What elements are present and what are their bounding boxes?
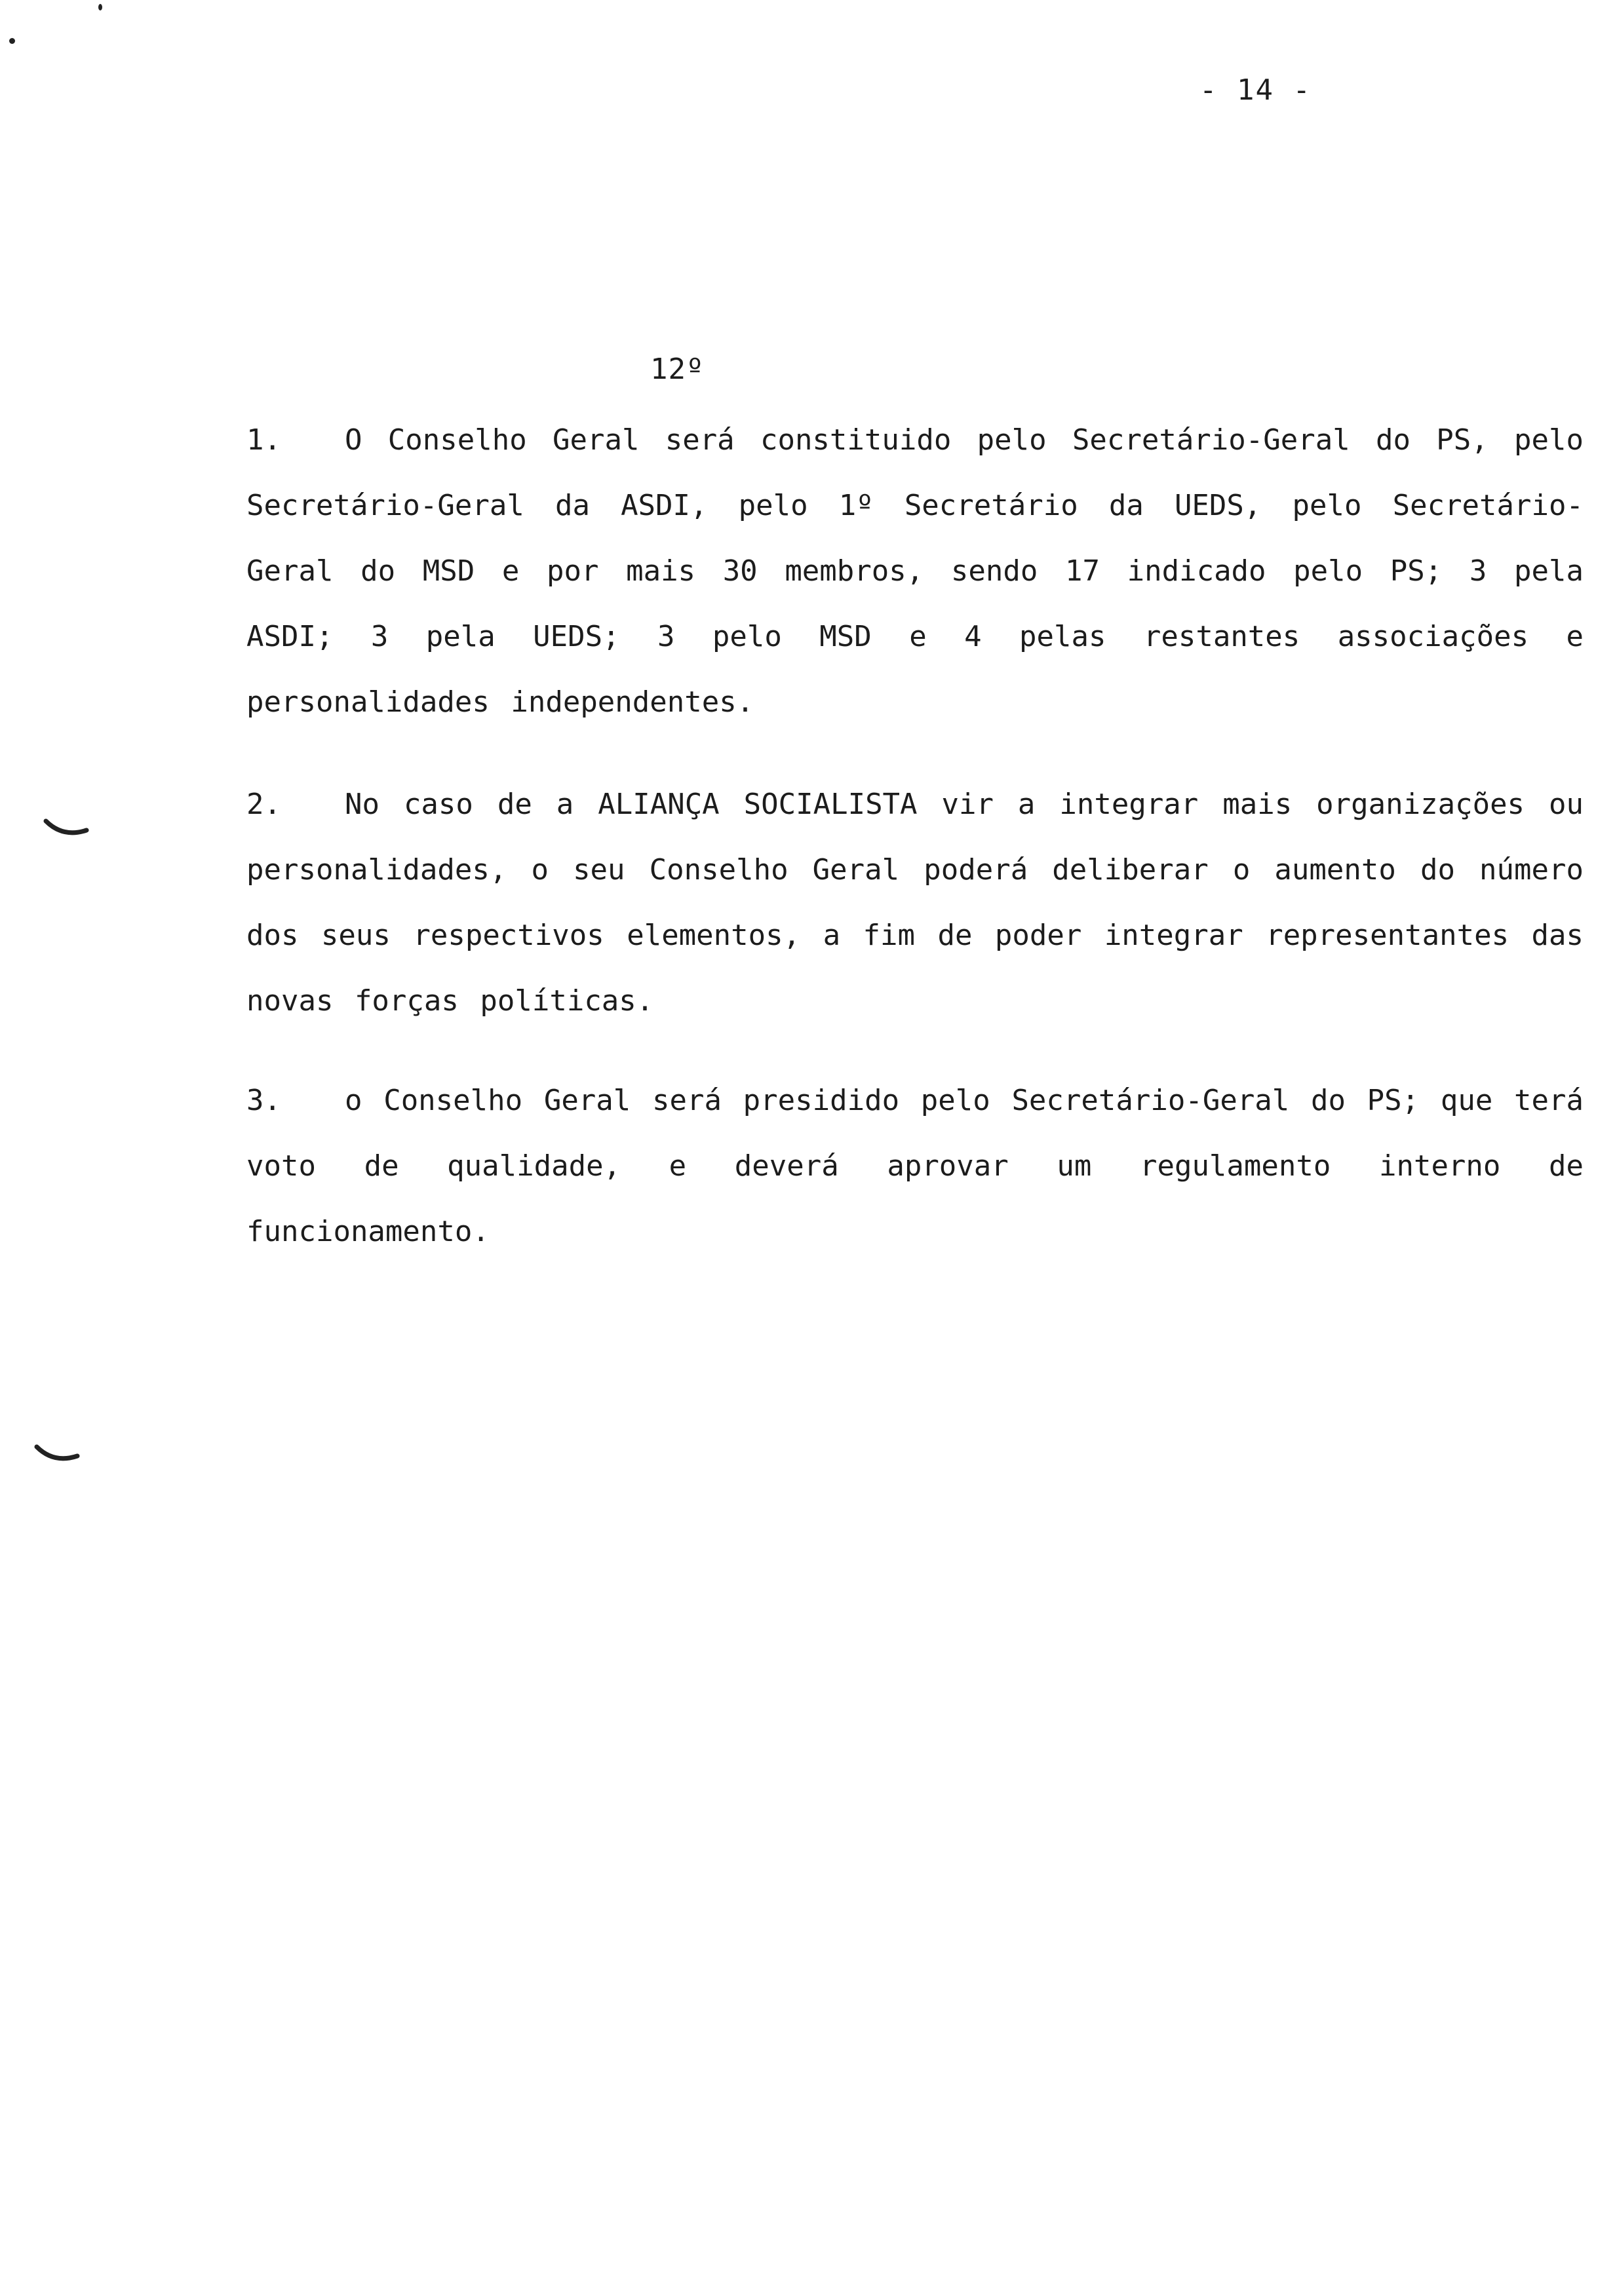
page-number: - 14 - [1199, 73, 1312, 107]
clause-number: 3. [246, 1084, 281, 1117]
clause-paragraph [246, 408, 1584, 735]
clause-text: o Conselho Geral será presidido pelo Secretário-Geral do PS; que terá voto de qualidade, e deverá aprovar um regulamento interno de funcionamento. [246, 1084, 1584, 1248]
hole-punch-mark [43, 816, 90, 842]
clause-number: 1. [246, 423, 281, 457]
article-heading: 12º [650, 353, 705, 386]
clause-number: 2. [246, 788, 281, 821]
clause-text: O Conselho Geral será constituido pelo Secretário-Geral do PS, pelo Secretário-Geral da ASDI, pelo 1º Secretário da UEDS, pelo Secretário-Geral do MSD e por mais 30 membros, sendo 17 indicado pelo PS; 3 pela ASDI; 3 pela UEDS; 3 pelo MSD e 4 pelas restantes associações e personalidades independentes. [246, 423, 1584, 719]
scan-speck [9, 38, 15, 44]
clause-text: No caso de a ALIANÇA SOCIALISTA vir a integrar mais organizações ou personalidades, o seu Conselho Geral poderá deliberar o aumento do número dos seus respectivos elementos, a fim de poder integrar representantes das novas forças políticas. [246, 788, 1584, 1018]
hole-punch-mark [34, 1442, 81, 1468]
clause-paragraph [246, 772, 1584, 1034]
scan-speck [98, 4, 102, 10]
clause-paragraph [246, 1068, 1584, 1265]
